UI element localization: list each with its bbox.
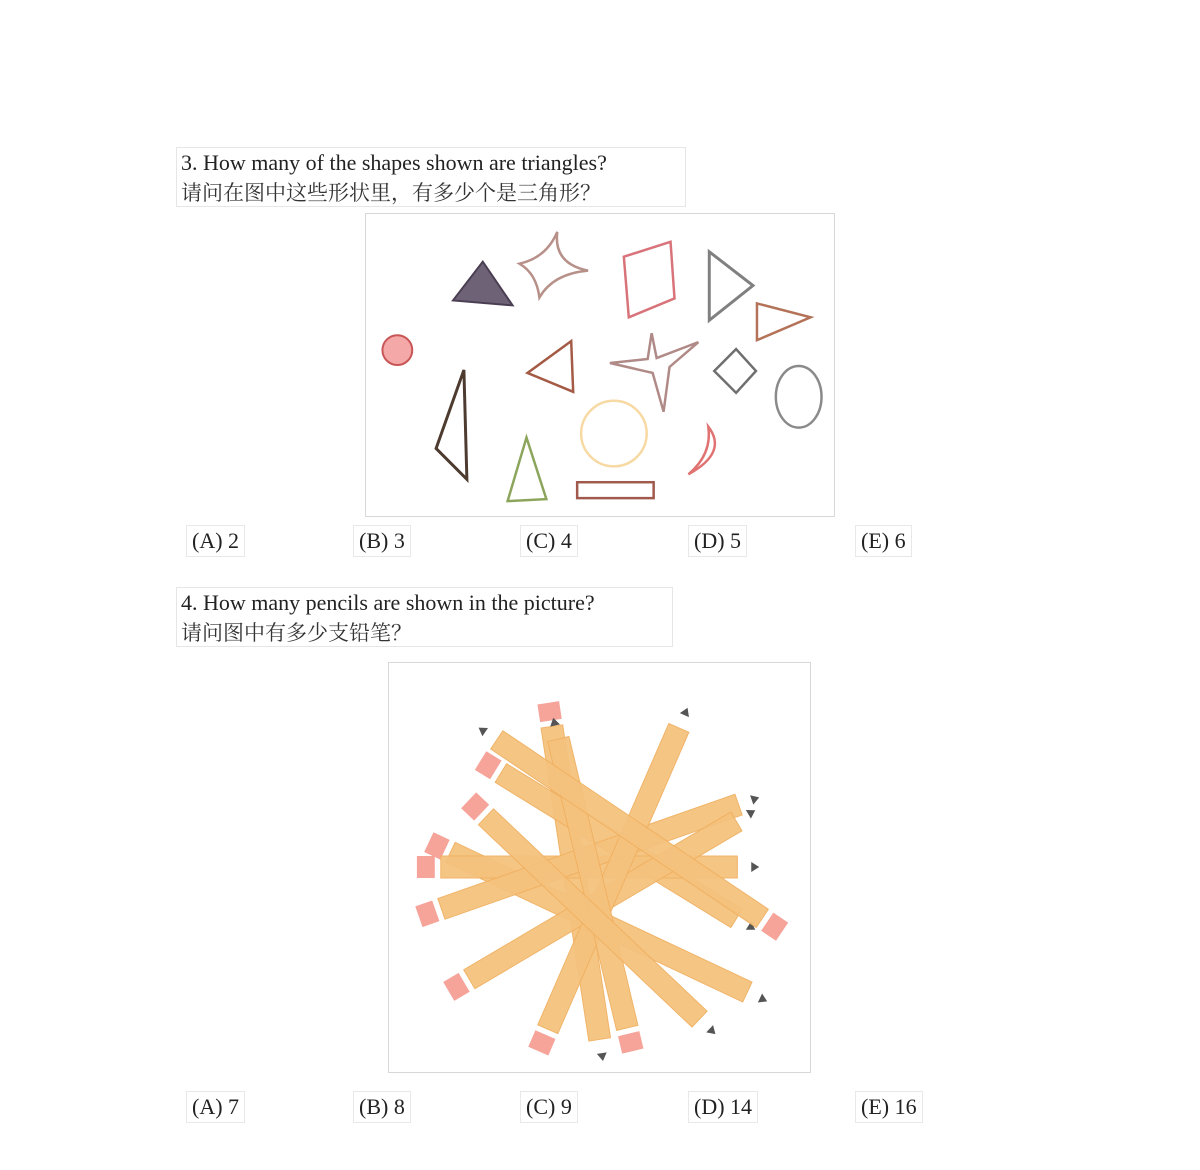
q3-option-c[interactable]: (C) 4	[520, 525, 578, 557]
filled-triangle-shape	[453, 262, 513, 306]
pencil-tip	[597, 1052, 607, 1061]
pencils-figure	[389, 663, 810, 1072]
triangle-left-shape	[527, 341, 573, 392]
pink-circle-shape	[382, 335, 412, 365]
pencil-tip	[750, 795, 759, 804]
triangle-right-shape	[709, 252, 753, 321]
quadrilateral-shape	[624, 242, 675, 318]
triangle-small-shape	[757, 303, 811, 340]
shapes-figure	[365, 213, 835, 517]
yellow-circle-shape	[581, 401, 647, 467]
pencil-tip	[706, 1025, 715, 1034]
q4-option-e[interactable]: (E) 16	[855, 1091, 923, 1123]
question-3-box	[176, 147, 686, 207]
q4-option-a[interactable]: (A) 7	[186, 1091, 245, 1123]
pencil-eraser	[475, 751, 502, 779]
green-triangle-shape	[508, 438, 547, 502]
q4-option-d[interactable]: (D) 14	[688, 1091, 758, 1123]
pencil-tip	[746, 810, 755, 819]
q4-option-c[interactable]: (C) 9	[520, 1091, 578, 1123]
q3-option-d[interactable]: (D) 5	[688, 525, 747, 557]
question-3-en: 3. How many of the shapes shown are triangles?	[181, 150, 607, 175]
pencil-tip	[680, 708, 689, 717]
question-4-box	[176, 587, 673, 647]
pencil-eraser	[618, 1031, 643, 1054]
crescent-shape	[688, 427, 714, 475]
tall-triangle-shape	[436, 370, 467, 479]
curved-star-shape	[520, 232, 589, 298]
pencils-figure-frame	[388, 662, 811, 1073]
star-shape	[610, 333, 698, 411]
question-4-en: 4. How many pencils are shown in the picture?	[181, 590, 595, 615]
pencil-eraser	[443, 973, 470, 1001]
q4-option-b[interactable]: (B) 8	[353, 1091, 411, 1123]
diamond-shape	[714, 349, 756, 393]
pencil-tip	[758, 993, 767, 1002]
pencil-eraser	[537, 701, 561, 722]
question-4-zh: 请问图中有多少支铅笔？	[181, 621, 412, 645]
q3-option-b[interactable]: (B) 3	[353, 525, 411, 557]
question-3-zh: 请问在图中这些形状里，有多少个是三角形？	[181, 181, 601, 205]
ellipse-shape	[776, 366, 822, 428]
pencil-eraser	[424, 832, 450, 859]
geometric-shapes-figure	[366, 214, 834, 516]
q3-option-a[interactable]: (A) 2	[186, 525, 245, 557]
pencil-tip	[751, 862, 759, 872]
pencil-eraser	[761, 913, 788, 941]
pencil-eraser	[528, 1030, 555, 1055]
q3-option-e[interactable]: (E) 6	[855, 525, 912, 557]
pencil	[479, 728, 789, 941]
pencil-eraser	[461, 792, 489, 820]
pencil-eraser	[417, 856, 435, 878]
pencil-tip	[479, 728, 488, 737]
rectangle-shape	[577, 482, 653, 498]
pencil-eraser	[415, 900, 439, 927]
